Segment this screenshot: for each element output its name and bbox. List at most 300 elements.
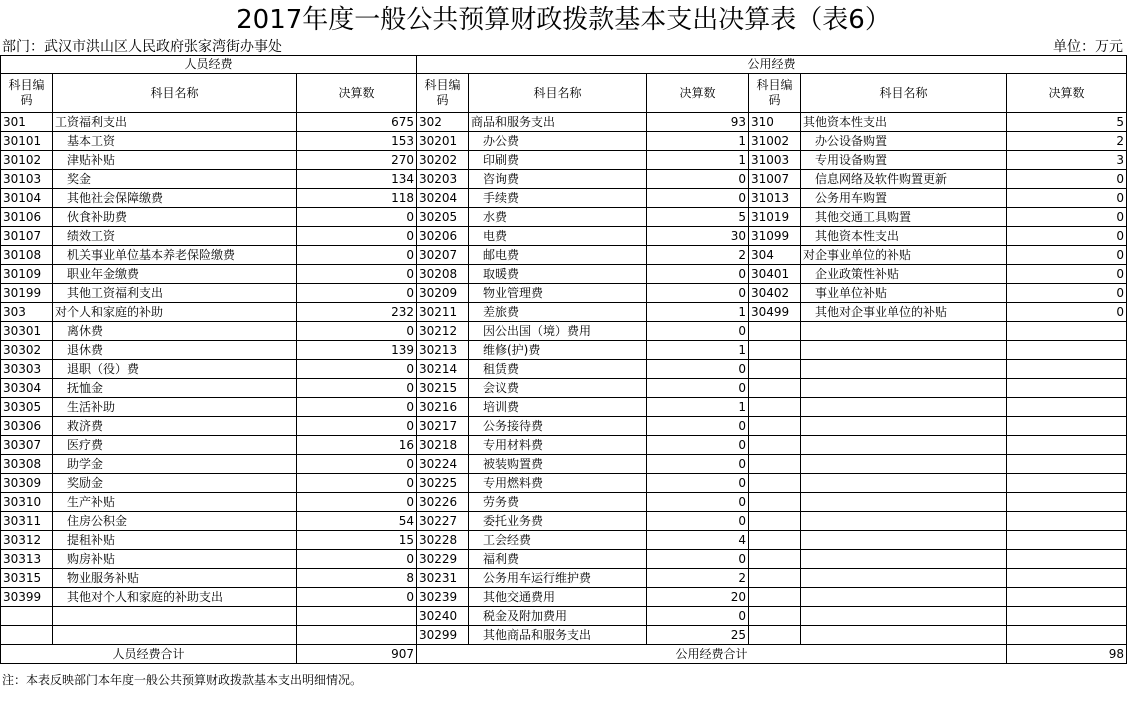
- cell-name: 印刷费: [469, 151, 647, 170]
- personnel-total-label: 人员经费合计: [1, 645, 297, 664]
- cell-code: 30208: [417, 265, 469, 284]
- cell-amount: 675: [297, 113, 417, 132]
- cell-name: 机关事业单位基本养老保险缴费: [53, 246, 297, 265]
- cell-name: 伙食补助费: [53, 208, 297, 227]
- cell-code: 303: [1, 303, 53, 322]
- cell-code: 30307: [1, 436, 53, 455]
- department-label: 部门：武汉市洪山区人民政府张家湾街办事处: [2, 39, 282, 55]
- cell-name: 对企事业单位的补贴: [801, 246, 1007, 265]
- cell-amount: 20: [647, 588, 749, 607]
- table-row: [1, 303, 1127, 322]
- cell-name: [801, 379, 1007, 398]
- table-row: [1, 531, 1127, 550]
- cell-name: 信息网络及软件购置更新: [801, 170, 1007, 189]
- cell-code: 30102: [1, 151, 53, 170]
- cell-code: [749, 493, 801, 512]
- cell-code: 30311: [1, 512, 53, 531]
- table-row: [1, 569, 1127, 588]
- column-header-amount: 决算数: [647, 74, 749, 113]
- table-row: [1, 512, 1127, 531]
- cell-code: 30209: [417, 284, 469, 303]
- cell-code: [749, 550, 801, 569]
- footnote: 注：本表反映部门本年度一般公共预算财政拨款基本支出明细情况。: [2, 673, 363, 687]
- cell-code: [749, 436, 801, 455]
- cell-name: 培训费: [469, 398, 647, 417]
- cell-code: 31099: [749, 227, 801, 246]
- cell-name: 公务用车运行维护费: [469, 569, 647, 588]
- cell-name: 邮电费: [469, 246, 647, 265]
- column-header-name: 科目名称: [801, 74, 1007, 113]
- cell-amount: 0: [297, 588, 417, 607]
- cell-name: 购房补贴: [53, 550, 297, 569]
- cell-code: 30309: [1, 474, 53, 493]
- cell-name: 劳务费: [469, 493, 647, 512]
- cell-name: [801, 322, 1007, 341]
- cell-code: 30217: [417, 417, 469, 436]
- cell-name: 会议费: [469, 379, 647, 398]
- cell-amount: 0: [647, 417, 749, 436]
- cell-code: 31002: [749, 132, 801, 151]
- cell-amount: 0: [297, 417, 417, 436]
- cell-amount: [297, 607, 417, 626]
- cell-amount: 0: [1007, 208, 1127, 227]
- cell-amount: [1007, 493, 1127, 512]
- table-row: [1, 113, 1127, 132]
- cell-code: [749, 322, 801, 341]
- cell-amount: 0: [647, 265, 749, 284]
- cell-amount: [1007, 588, 1127, 607]
- cell-code: [1, 607, 53, 626]
- cell-amount: 0: [297, 284, 417, 303]
- cell-code: [749, 607, 801, 626]
- column-header-code: 科目编码: [1, 74, 53, 113]
- cell-code: 30101: [1, 132, 53, 151]
- table-row: [1, 455, 1127, 474]
- table-row: [1, 379, 1127, 398]
- cell-code: 301: [1, 113, 53, 132]
- table-row: [1, 170, 1127, 189]
- cell-amount: 0: [647, 322, 749, 341]
- cell-name: 其他商品和服务支出: [469, 626, 647, 645]
- personnel-total-value: 907: [297, 645, 417, 664]
- cell-code: [749, 398, 801, 417]
- cell-amount: 1: [647, 132, 749, 151]
- cell-amount: 93: [647, 113, 749, 132]
- cell-amount: [1007, 436, 1127, 455]
- cell-code: 30213: [417, 341, 469, 360]
- cell-code: 30199: [1, 284, 53, 303]
- cell-name: 企业政策性补贴: [801, 265, 1007, 284]
- cell-code: 30228: [417, 531, 469, 550]
- cell-name: [801, 493, 1007, 512]
- cell-amount: 2: [1007, 132, 1127, 151]
- cell-name: 生产补贴: [53, 493, 297, 512]
- cell-amount: 118: [297, 189, 417, 208]
- cell-code: 30229: [417, 550, 469, 569]
- cell-code: 30299: [417, 626, 469, 645]
- cell-name: 奖金: [53, 170, 297, 189]
- cell-amount: 1: [647, 341, 749, 360]
- table-row: [1, 246, 1127, 265]
- cell-code: 30201: [417, 132, 469, 151]
- cell-code: [749, 588, 801, 607]
- cell-amount: 30: [647, 227, 749, 246]
- cell-code: 30310: [1, 493, 53, 512]
- cell-code: 30302: [1, 341, 53, 360]
- cell-amount: 8: [297, 569, 417, 588]
- table-row: [1, 436, 1127, 455]
- cell-name: 对个人和家庭的补助: [53, 303, 297, 322]
- cell-name: 退职（役）费: [53, 360, 297, 379]
- cell-name: 其他社会保障缴费: [53, 189, 297, 208]
- cell-code: 30104: [1, 189, 53, 208]
- cell-code: 30239: [417, 588, 469, 607]
- cell-code: 30207: [417, 246, 469, 265]
- table-row: [1, 398, 1127, 417]
- cell-name: 税金及附加费用: [469, 607, 647, 626]
- cell-amount: 0: [297, 227, 417, 246]
- column-header-amount: 决算数: [297, 74, 417, 113]
- cell-name: 其他对企事业单位的补贴: [801, 303, 1007, 322]
- cell-amount: [1007, 569, 1127, 588]
- cell-name: 住房公积金: [53, 512, 297, 531]
- cell-code: 31003: [749, 151, 801, 170]
- cell-code: [749, 417, 801, 436]
- cell-code: 30231: [417, 569, 469, 588]
- cell-amount: 0: [1007, 284, 1127, 303]
- table-row: [1, 360, 1127, 379]
- cell-code: 304: [749, 246, 801, 265]
- cell-amount: [1007, 607, 1127, 626]
- cell-amount: 0: [647, 607, 749, 626]
- cell-code: 30203: [417, 170, 469, 189]
- cell-name: 其他工资福利支出: [53, 284, 297, 303]
- cell-name: 公务接待费: [469, 417, 647, 436]
- table-row: [1, 208, 1127, 227]
- cell-amount: 139: [297, 341, 417, 360]
- cell-code: 30306: [1, 417, 53, 436]
- cell-name: 手续费: [469, 189, 647, 208]
- cell-name: 商品和服务支出: [469, 113, 647, 132]
- cell-code: 30240: [417, 607, 469, 626]
- cell-amount: 0: [297, 265, 417, 284]
- cell-name: 其他对个人和家庭的补助支出: [53, 588, 297, 607]
- unit-label: 单位：万元: [1053, 39, 1123, 55]
- table-row: [1, 493, 1127, 512]
- cell-amount: 0: [297, 360, 417, 379]
- cell-code: 310: [749, 113, 801, 132]
- table-row: [1, 588, 1127, 607]
- cell-code: [749, 379, 801, 398]
- cell-amount: 0: [1007, 170, 1127, 189]
- cell-name: [801, 569, 1007, 588]
- cell-name: 差旅费: [469, 303, 647, 322]
- cell-code: 30303: [1, 360, 53, 379]
- cell-amount: 1: [647, 151, 749, 170]
- cell-name: 津贴补贴: [53, 151, 297, 170]
- cell-code: 30301: [1, 322, 53, 341]
- cell-amount: 0: [297, 398, 417, 417]
- cell-amount: [1007, 531, 1127, 550]
- cell-name: 租赁费: [469, 360, 647, 379]
- cell-amount: 3: [1007, 151, 1127, 170]
- cell-amount: 0: [297, 474, 417, 493]
- cell-name: 工资福利支出: [53, 113, 297, 132]
- cell-name: 其他资本性支出: [801, 113, 1007, 132]
- cell-amount: [1007, 360, 1127, 379]
- cell-code: 30315: [1, 569, 53, 588]
- cell-code: [749, 341, 801, 360]
- table-row: [1, 417, 1127, 436]
- cell-name: 其他资本性支出: [801, 227, 1007, 246]
- public-total-value: 98: [1007, 645, 1127, 664]
- table-row: [1, 189, 1127, 208]
- cell-amount: 0: [1007, 265, 1127, 284]
- cell-amount: 0: [647, 284, 749, 303]
- cell-code: 30216: [417, 398, 469, 417]
- cell-name: 医疗费: [53, 436, 297, 455]
- cell-amount: 0: [1007, 303, 1127, 322]
- cell-name: 抚恤金: [53, 379, 297, 398]
- cell-amount: [1007, 379, 1127, 398]
- cell-name: 工会经费: [469, 531, 647, 550]
- cell-amount: 270: [297, 151, 417, 170]
- cell-name: 绩效工资: [53, 227, 297, 246]
- expenditure-table: [0, 55, 1127, 664]
- cell-amount: 0: [297, 246, 417, 265]
- cell-name: 因公出国（境）费用: [469, 322, 647, 341]
- cell-amount: [1007, 398, 1127, 417]
- cell-amount: 0: [647, 436, 749, 455]
- cell-code: [749, 531, 801, 550]
- cell-code: 30204: [417, 189, 469, 208]
- cell-amount: 0: [297, 550, 417, 569]
- cell-code: 30224: [417, 455, 469, 474]
- table-row: [1, 341, 1127, 360]
- cell-name: 助学金: [53, 455, 297, 474]
- cell-code: 30202: [417, 151, 469, 170]
- table-row: [1, 626, 1127, 645]
- cell-code: 31013: [749, 189, 801, 208]
- cell-code: 30313: [1, 550, 53, 569]
- cell-amount: [297, 626, 417, 645]
- group-header-public: 公用经费: [417, 56, 1127, 74]
- cell-amount: [1007, 626, 1127, 645]
- cell-code: 30227: [417, 512, 469, 531]
- cell-name: 办公费: [469, 132, 647, 151]
- cell-name: 专用材料费: [469, 436, 647, 455]
- cell-code: 30401: [749, 265, 801, 284]
- cell-amount: 25: [647, 626, 749, 645]
- cell-code: 30106: [1, 208, 53, 227]
- cell-code: 30226: [417, 493, 469, 512]
- cell-code: [749, 360, 801, 379]
- cell-amount: 0: [1007, 227, 1127, 246]
- cell-name: 电费: [469, 227, 647, 246]
- cell-code: [749, 512, 801, 531]
- cell-code: 31007: [749, 170, 801, 189]
- cell-amount: 0: [647, 170, 749, 189]
- cell-amount: 2: [647, 569, 749, 588]
- cell-name: 水费: [469, 208, 647, 227]
- cell-amount: 2: [647, 246, 749, 265]
- cell-code: 30107: [1, 227, 53, 246]
- column-header-amount: 决算数: [1007, 74, 1127, 113]
- cell-code: 31019: [749, 208, 801, 227]
- cell-name: 维修(护)费: [469, 341, 647, 360]
- public-total-label: 公用经费合计: [417, 645, 1007, 664]
- cell-name: 咨询费: [469, 170, 647, 189]
- cell-code: 30218: [417, 436, 469, 455]
- cell-name: 奖励金: [53, 474, 297, 493]
- cell-amount: 0: [297, 455, 417, 474]
- table-row: [1, 227, 1127, 246]
- cell-amount: 0: [647, 493, 749, 512]
- cell-amount: 232: [297, 303, 417, 322]
- table-row: [1, 284, 1127, 303]
- cell-name: 委托业务费: [469, 512, 647, 531]
- cell-name: 退休费: [53, 341, 297, 360]
- cell-name: [801, 607, 1007, 626]
- cell-name: [801, 436, 1007, 455]
- cell-code: 30108: [1, 246, 53, 265]
- cell-amount: 54: [297, 512, 417, 531]
- cell-amount: 5: [1007, 113, 1127, 132]
- cell-code: 30206: [417, 227, 469, 246]
- cell-code: 30215: [417, 379, 469, 398]
- cell-name: [801, 626, 1007, 645]
- cell-name: 办公设备购置: [801, 132, 1007, 151]
- cell-name: 专用燃料费: [469, 474, 647, 493]
- cell-code: 30308: [1, 455, 53, 474]
- cell-amount: 1: [647, 303, 749, 322]
- cell-name: 专用设备购置: [801, 151, 1007, 170]
- table-row: [1, 550, 1127, 569]
- cell-name: [801, 588, 1007, 607]
- cell-amount: 15: [297, 531, 417, 550]
- cell-amount: 0: [297, 379, 417, 398]
- cell-name: 离休费: [53, 322, 297, 341]
- cell-name: [801, 455, 1007, 474]
- page-title: 2017年度一般公共预算财政拨款基本支出决算表（表6）: [236, 5, 891, 35]
- cell-amount: 0: [647, 379, 749, 398]
- cell-code: 30211: [417, 303, 469, 322]
- cell-code: 30305: [1, 398, 53, 417]
- cell-amount: 0: [647, 455, 749, 474]
- cell-amount: 0: [1007, 189, 1127, 208]
- cell-name: 公务用车购置: [801, 189, 1007, 208]
- cell-code: [749, 455, 801, 474]
- cell-amount: [1007, 512, 1127, 531]
- cell-name: 提租补贴: [53, 531, 297, 550]
- table-row: [1, 132, 1127, 151]
- cell-name: [801, 341, 1007, 360]
- cell-amount: [1007, 417, 1127, 436]
- cell-amount: 16: [297, 436, 417, 455]
- cell-code: 30499: [749, 303, 801, 322]
- column-header-name: 科目名称: [469, 74, 647, 113]
- cell-amount: 0: [297, 322, 417, 341]
- table-row: [1, 322, 1127, 341]
- cell-name: 物业服务补贴: [53, 569, 297, 588]
- cell-amount: 134: [297, 170, 417, 189]
- cell-amount: 0: [1007, 246, 1127, 265]
- cell-name: [801, 550, 1007, 569]
- cell-amount: [1007, 550, 1127, 569]
- cell-name: [53, 626, 297, 645]
- cell-name: 基本工资: [53, 132, 297, 151]
- column-header-code: 科目编码: [417, 74, 469, 113]
- table-row: [1, 607, 1127, 626]
- cell-name: 其他交通费用: [469, 588, 647, 607]
- cell-amount: 1: [647, 398, 749, 417]
- cell-name: [801, 512, 1007, 531]
- cell-amount: 0: [647, 474, 749, 493]
- cell-amount: 0: [647, 189, 749, 208]
- cell-amount: 0: [647, 512, 749, 531]
- cell-code: [749, 569, 801, 588]
- cell-code: 30214: [417, 360, 469, 379]
- cell-name: 物业管理费: [469, 284, 647, 303]
- cell-code: 30399: [1, 588, 53, 607]
- cell-code: [749, 474, 801, 493]
- cell-amount: 0: [647, 360, 749, 379]
- cell-name: 事业单位补贴: [801, 284, 1007, 303]
- cell-code: 302: [417, 113, 469, 132]
- cell-name: 取暖费: [469, 265, 647, 284]
- cell-amount: 0: [647, 550, 749, 569]
- cell-amount: [1007, 474, 1127, 493]
- cell-amount: [1007, 322, 1127, 341]
- cell-name: [801, 398, 1007, 417]
- cell-name: 生活补助: [53, 398, 297, 417]
- cell-amount: 153: [297, 132, 417, 151]
- cell-amount: 0: [297, 208, 417, 227]
- table-row: [1, 474, 1127, 493]
- cell-amount: 5: [647, 208, 749, 227]
- cell-amount: 0: [297, 493, 417, 512]
- cell-amount: 4: [647, 531, 749, 550]
- cell-name: [801, 531, 1007, 550]
- cell-code: 30402: [749, 284, 801, 303]
- cell-code: [1, 626, 53, 645]
- cell-code: 30109: [1, 265, 53, 284]
- cell-name: 其他交通工具购置: [801, 208, 1007, 227]
- cell-code: 30103: [1, 170, 53, 189]
- cell-name: [801, 417, 1007, 436]
- cell-code: 30312: [1, 531, 53, 550]
- cell-name: 职业年金缴费: [53, 265, 297, 284]
- column-header-name: 科目名称: [53, 74, 297, 113]
- cell-code: 30225: [417, 474, 469, 493]
- cell-name: [801, 474, 1007, 493]
- cell-code: 30205: [417, 208, 469, 227]
- cell-name: 福利费: [469, 550, 647, 569]
- cell-amount: [1007, 341, 1127, 360]
- cell-name: [53, 607, 297, 626]
- cell-code: [749, 626, 801, 645]
- cell-name: 被装购置费: [469, 455, 647, 474]
- cell-code: 30212: [417, 322, 469, 341]
- cell-name: [801, 360, 1007, 379]
- table-row: [1, 265, 1127, 284]
- cell-name: 救济费: [53, 417, 297, 436]
- table-row: [1, 151, 1127, 170]
- cell-code: 30304: [1, 379, 53, 398]
- cell-amount: [1007, 455, 1127, 474]
- column-header-code: 科目编码: [749, 74, 801, 113]
- group-header-personnel: 人员经费: [1, 56, 417, 74]
